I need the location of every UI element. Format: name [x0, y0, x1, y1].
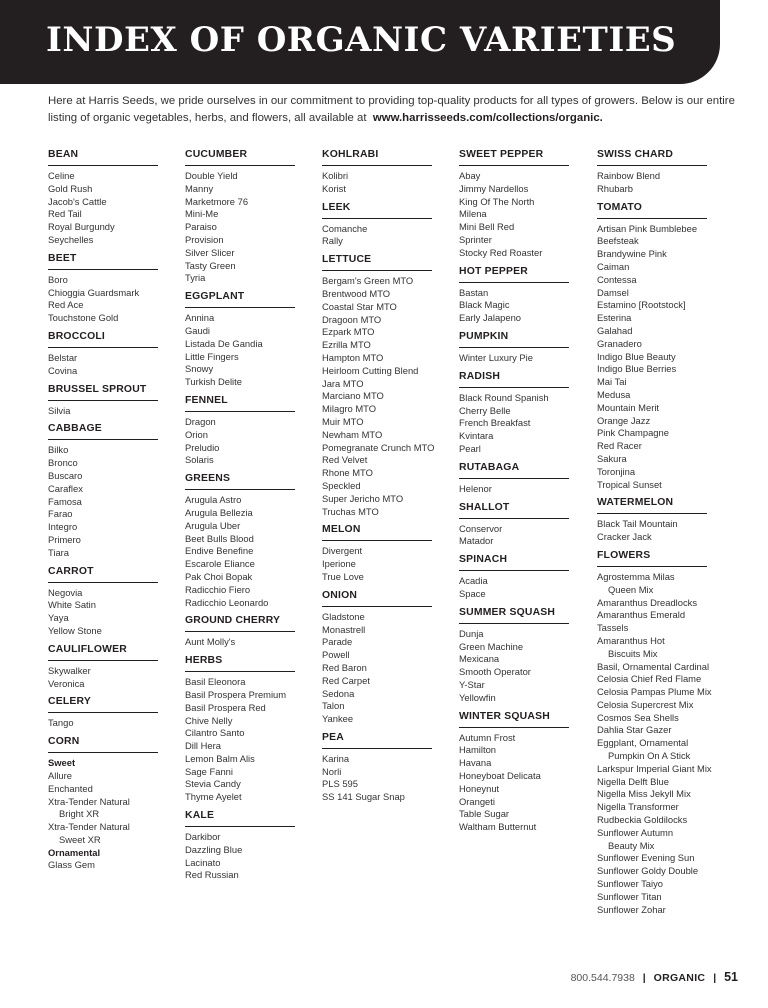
variety-item: Red Russian: [185, 869, 239, 881]
index-column-4: [459, 148, 569, 839]
variety-item: Jara MTO: [322, 377, 364, 389]
variety-item: Famosa: [48, 495, 82, 507]
category-section: [48, 252, 158, 325]
variety-item: Buscaro: [48, 469, 83, 481]
category-section: [48, 422, 158, 559]
variety-item: Gold Rush: [48, 182, 93, 194]
variety-item: Sunflower Taiyo: [597, 878, 664, 890]
category-section: [597, 201, 707, 492]
category-heading: GROUND CHERRY: [185, 614, 295, 632]
category-section: [597, 549, 712, 917]
variety-item: Skywalker: [48, 664, 91, 676]
category-heading: CARROT: [48, 565, 158, 583]
variety-item: Celosia Supercrest Mix: [597, 698, 694, 710]
category-heading: PUMPKIN: [459, 330, 569, 348]
variety-item: Y-Star: [459, 678, 485, 690]
variety-item: Amaranthus Dreadlocks: [597, 596, 698, 608]
footer-section-label: ORGANIC: [653, 972, 706, 984]
category-heading: RADISH: [459, 370, 569, 388]
category-heading: RUTABAGA: [459, 461, 569, 479]
variety-item: Autumn Frost: [459, 731, 516, 743]
variety-item: Sunflower Goldy Double: [597, 865, 699, 877]
variety-item: Kolibri: [322, 170, 349, 181]
index-column-1: [48, 148, 158, 877]
variety-item: Powell: [322, 649, 350, 661]
variety-item: Havana: [459, 757, 492, 769]
variety-item: Red Tail: [48, 208, 82, 220]
variety-item: Bergam's Green MTO: [322, 275, 414, 287]
category-section: [185, 290, 295, 389]
category-section: [459, 148, 569, 260]
variety-item: Monastrell: [322, 623, 366, 635]
category-section: [185, 654, 295, 804]
variety-item: Mai Tai: [597, 376, 627, 388]
index-column-5: [597, 148, 712, 921]
category-section: [48, 148, 158, 247]
variety-item: Arugula Bellezia: [185, 506, 253, 518]
category-section: [322, 731, 432, 804]
variety-item: Amaranthus Hot: [597, 634, 665, 646]
variety-item: Royal Burgundy: [48, 221, 115, 233]
category-heading: WINTER SQUASH: [459, 710, 569, 728]
variety-item: Stevia Candy: [185, 778, 241, 790]
variety-item: Tyria: [185, 272, 206, 284]
variety-item: Space: [459, 587, 486, 599]
category-section: [48, 565, 158, 638]
category-heading: SWISS CHARD: [597, 148, 707, 166]
variety-item: Farao: [48, 508, 73, 520]
variety-item: Tango: [48, 717, 74, 729]
variety-item: Medusa: [597, 388, 631, 400]
variety-item: Speckled: [322, 479, 361, 491]
variety-item: Orangeti: [459, 795, 495, 807]
category-heading: PEA: [322, 731, 432, 749]
category-heading: SPINACH: [459, 553, 569, 571]
category-section: [322, 148, 432, 196]
variety-item: Muir MTO: [322, 415, 364, 427]
page-footer: [571, 970, 738, 984]
variety-item: Estamino [Rootstock]: [597, 299, 686, 311]
variety-item: Double Yield: [185, 170, 238, 181]
variety-item: Caiman: [597, 260, 630, 272]
category-section: [48, 643, 158, 691]
variety-item: Honeyboat Delicata: [459, 769, 541, 781]
variety-item: Endive Benefine: [185, 545, 254, 557]
category-section: [459, 606, 569, 705]
variety-item: Waltham Butternut: [459, 821, 537, 833]
variety-item: Sunflower Autumn: [597, 826, 674, 838]
category-section: [322, 523, 432, 583]
variety-item: Orion: [185, 428, 208, 440]
variety-item: Basil, Ornamental Cardinal: [597, 660, 710, 672]
category-section: [459, 370, 569, 456]
variety-item: Bright XR: [59, 808, 100, 820]
variety-item: Ezpark MTO: [322, 326, 375, 338]
subcategory-label: Sweet: [48, 757, 76, 769]
variety-item: Dahlia Star Gazer: [597, 724, 672, 736]
variety-item: Black Round Spanish: [459, 391, 549, 403]
variety-item: Tiara: [48, 546, 70, 558]
category-heading: HOT PEPPER: [459, 265, 569, 283]
category-heading: ONION: [322, 589, 432, 607]
category-heading: KOHLRABI: [322, 148, 432, 166]
variety-item: Silver Slicer: [185, 246, 235, 258]
variety-item: Boro: [48, 273, 68, 285]
variety-item: Covina: [48, 364, 78, 376]
variety-item: Pak Choi Bopak: [185, 570, 253, 582]
variety-item: Indigo Blue Beauty: [597, 350, 676, 362]
category-heading: LEEK: [322, 201, 432, 219]
category-heading: BRUSSEL SPROUT: [48, 383, 158, 401]
variety-item: Heirloom Cutting Blend: [322, 364, 419, 376]
variety-item: Pumpkin On A Stick: [608, 750, 691, 762]
variety-item: Bastan: [459, 286, 489, 298]
variety-item: PLS 595: [322, 778, 358, 790]
variety-item: Solaris: [185, 454, 214, 466]
page-number: 51: [724, 970, 738, 984]
variety-item: Radicchio Fiero: [185, 583, 251, 595]
variety-item: Rhone MTO: [322, 467, 373, 479]
variety-item: Red Carpet: [322, 674, 370, 686]
category-heading: FLOWERS: [597, 549, 707, 567]
variety-item: Listada De Gandia: [185, 337, 263, 349]
category-heading: CAULIFLOWER: [48, 643, 158, 661]
variety-item: Mountain Merit: [597, 401, 660, 413]
variety-item: Basil Eleonora: [185, 676, 246, 688]
footer-phone: 800.544.7938: [570, 972, 635, 984]
variety-item: Yaya: [48, 612, 69, 624]
index-column-2: [185, 148, 295, 887]
variety-item: Super Jericho MTO: [322, 492, 404, 504]
variety-item: Paraiso: [185, 221, 217, 233]
variety-item: Turkish Delite: [185, 376, 242, 388]
variety-item: Pearl: [459, 442, 481, 454]
variety-item: Hamilton: [459, 744, 496, 756]
variety-item: Bilko: [48, 444, 69, 456]
variety-item: Toronjina: [597, 465, 636, 477]
variety-item: Aunt Molly's: [185, 636, 236, 648]
variety-item: Early Jalapeno: [459, 312, 522, 324]
variety-item: Radicchio Leonardo: [185, 596, 269, 608]
variety-item: Mini-Me: [185, 208, 219, 220]
category-heading: CUCUMBER: [185, 148, 295, 166]
category-section: [48, 695, 158, 730]
variety-item: Belstar: [48, 351, 78, 363]
variety-item: Rally: [322, 235, 343, 247]
variety-item: Divergent: [322, 545, 363, 557]
variety-item: Dragon: [185, 415, 216, 427]
variety-item: Red Velvet: [322, 454, 368, 466]
category-section: [322, 201, 432, 249]
variety-item: Black Tail Mountain: [597, 518, 678, 530]
variety-item: Red Racer: [597, 440, 642, 452]
variety-item: Sprinter: [459, 233, 492, 245]
variety-item: Winter Luxury Pie: [459, 351, 533, 363]
variety-item: Jacob's Cattle: [48, 195, 107, 207]
variety-item: Preludio: [185, 441, 220, 453]
variety-item: Hampton MTO: [322, 351, 384, 363]
variety-item: Contessa: [597, 273, 637, 285]
organic-collection-link[interactable]: www.harrisseeds.com/collections/organic.: [372, 112, 603, 124]
variety-item: Red Ace: [48, 299, 84, 311]
variety-item: Brandywine Pink: [597, 248, 667, 260]
variety-item: Norli: [322, 765, 342, 777]
variety-item: Acadia: [459, 575, 488, 587]
category-heading: CORN: [48, 735, 158, 753]
variety-item: Sunflower Titan: [597, 890, 662, 902]
variety-item: Korist: [322, 182, 346, 194]
variety-item: Tasty Green: [185, 259, 236, 271]
category-section: [322, 253, 435, 518]
variety-item: Agrostemma Milas: [597, 570, 675, 582]
category-section: [48, 330, 158, 378]
variety-item: Rudbeckia Goldilocks: [597, 814, 688, 826]
index-column-3: [322, 148, 435, 809]
category-heading: KALE: [185, 809, 295, 827]
variety-item: Dazzling Blue: [185, 843, 243, 855]
variety-item: Parade: [322, 636, 353, 648]
page-title: INDEX OF ORGANIC VARIETIES: [46, 20, 677, 60]
variety-item: Artisan Pink Bumblebee: [597, 222, 698, 234]
variety-item: Queen Mix: [608, 583, 654, 595]
variety-item: Beauty Mix: [608, 839, 655, 851]
title-banner: [0, 0, 720, 84]
variety-item: Veronica: [48, 677, 85, 689]
variety-item: Matador: [459, 535, 494, 547]
subcategory-label: Ornamental: [48, 846, 101, 858]
category-section: [459, 330, 569, 365]
category-section: [597, 148, 707, 196]
category-section: [459, 501, 569, 549]
category-heading: LETTUCE: [322, 253, 432, 271]
variety-item: Biscuits Mix: [608, 647, 658, 659]
variety-item: Marketmore 76: [185, 195, 249, 207]
variety-item: Chioggia Guardsmark: [48, 286, 140, 298]
variety-item: Xtra-Tender Natural: [48, 795, 130, 807]
category-heading: BEET: [48, 252, 158, 270]
category-heading: HERBS: [185, 654, 295, 672]
category-section: [597, 496, 707, 544]
category-heading: WATERMELON: [597, 496, 707, 514]
variety-item: Comanche: [322, 222, 368, 234]
variety-item: Cosmos Sea Shells: [597, 711, 679, 723]
variety-item: Bronco: [48, 457, 78, 469]
variety-item: Abay: [459, 170, 481, 181]
variety-item: Rainbow Blend: [597, 170, 661, 181]
variety-item: Lemon Balm Alis: [185, 752, 255, 764]
category-heading: CELERY: [48, 695, 158, 713]
category-heading: FENNEL: [185, 394, 295, 412]
variety-item: Red Baron: [322, 661, 367, 673]
variety-item: Integro: [48, 521, 78, 533]
variety-item: True Love: [322, 570, 364, 582]
variety-item: Celine: [48, 170, 75, 181]
category-section: [48, 383, 158, 418]
variety-item: Larkspur Imperial Giant Mix: [597, 762, 712, 774]
category-heading: EGGPLANT: [185, 290, 295, 308]
variety-item: Sweet XR: [59, 833, 101, 845]
category-section: [322, 589, 432, 726]
variety-item: Milena: [459, 208, 487, 220]
category-section: [185, 472, 295, 609]
variety-item: Smooth Operator: [459, 666, 531, 678]
variety-item: King Of The North: [459, 195, 535, 207]
variety-item: Conservor: [459, 522, 503, 534]
variety-item: Ezrilla MTO: [322, 339, 371, 351]
variety-item: Allure: [48, 769, 72, 781]
category-section: [185, 148, 295, 285]
variety-item: Black Magic: [459, 299, 510, 311]
variety-item: Sakura: [597, 452, 627, 464]
variety-item: Lacinato: [185, 856, 221, 868]
variety-item: Mexicana: [459, 653, 500, 665]
variety-item: Sunflower Evening Sun: [597, 852, 695, 864]
variety-item: Celosia Chief Red Flame: [597, 673, 702, 685]
variety-item: Seychelles: [48, 233, 94, 245]
category-section: [185, 809, 295, 882]
variety-item: Brentwood MTO: [322, 287, 391, 299]
variety-item: Basil Prospera Premium: [185, 688, 287, 700]
variety-item: Tassels: [597, 622, 629, 634]
variety-item: Darkibor: [185, 831, 221, 843]
variety-item: Chive Nelly: [185, 714, 233, 726]
variety-item: Yankee: [322, 713, 354, 725]
variety-item: Jimmy Nardellos: [459, 182, 529, 194]
variety-item: Table Sugar: [459, 808, 510, 820]
variety-item: Dragoon MTO: [322, 313, 382, 325]
category-heading: SHALLOT: [459, 501, 569, 519]
variety-item: Annina: [185, 312, 215, 324]
category-heading: SUMMER SQUASH: [459, 606, 569, 624]
variety-item: Galahad: [597, 324, 633, 336]
variety-item: Gladstone: [322, 610, 365, 622]
variety-item: Tropical Sunset: [597, 478, 662, 490]
variety-item: Esterina: [597, 312, 632, 324]
variety-item: Mini Bell Red: [459, 221, 515, 233]
category-heading: TOMATO: [597, 201, 707, 219]
variety-item: Xtra-Tender Natural: [48, 821, 130, 833]
variety-item: Talon: [322, 700, 345, 712]
variety-item: Snowy: [185, 363, 214, 375]
variety-item: Arugula Uber: [185, 519, 241, 531]
variety-item: Sage Fanni: [185, 765, 233, 777]
variety-item: Thyme Ayelet: [185, 791, 242, 803]
variety-item: Cracker Jack: [597, 531, 652, 543]
category-section: [48, 735, 158, 872]
intro-text: Here at Harris Seeds, we pride ourselves in our commitment to providing top-quality products for all types of growers. Below is our entire listing of organic vegetables, herbs, and flowers, all available at: [48, 95, 735, 124]
category-section: [459, 553, 569, 601]
variety-item: Dill Hera: [185, 740, 221, 752]
variety-item: Newham MTO: [322, 428, 383, 440]
variety-item: Touchstone Gold: [48, 312, 119, 324]
variety-item: Nigella Delft Blue: [597, 775, 669, 787]
variety-item: Eggplant, Ornamental: [597, 737, 689, 749]
variety-item: Manny: [185, 182, 214, 194]
variety-item: Basil Prospera Red: [185, 701, 266, 713]
category-section: [185, 394, 295, 467]
variety-item: Sunflower Zohar: [597, 903, 666, 915]
category-section: [459, 461, 569, 496]
category-section: [185, 614, 295, 649]
intro-paragraph: [48, 93, 738, 127]
variety-item: Rhubarb: [597, 182, 633, 194]
variety-item: Provision: [185, 233, 224, 245]
variety-item: SS 141 Sugar Snap: [322, 791, 405, 803]
variety-item: Yellow Stone: [48, 624, 102, 636]
variety-item: Nigella Transformer: [597, 801, 679, 813]
category-heading: BEAN: [48, 148, 158, 166]
category-heading: BROCCOLI: [48, 330, 158, 348]
variety-item: Little Fingers: [185, 350, 239, 362]
variety-item: Glass Gem: [48, 859, 95, 871]
variety-item: Iperione: [322, 558, 356, 570]
variety-item: Helenor: [459, 482, 492, 494]
variety-item: Gaudi: [185, 324, 211, 336]
variety-item: Beet Bulls Blood: [185, 532, 254, 544]
variety-item: Karina: [322, 752, 350, 764]
variety-item: Milagro MTO: [322, 403, 377, 415]
variety-item: Indigo Blue Berries: [597, 363, 677, 375]
variety-item: Coastal Star MTO: [322, 300, 397, 312]
variety-item: Primero: [48, 533, 81, 545]
variety-item: Arugula Astro: [185, 494, 242, 506]
variety-item: Truchas MTO: [322, 505, 379, 517]
category-section: [459, 265, 569, 325]
variety-item: Stocky Red Roaster: [459, 246, 543, 258]
category-section: [459, 710, 569, 834]
category-heading: SWEET PEPPER: [459, 148, 569, 166]
variety-item: Amaranthus Emerald: [597, 609, 686, 621]
variety-item: French Breakfast: [459, 417, 531, 429]
footer-separator: |: [713, 972, 717, 984]
variety-item: Orange Jazz: [597, 414, 651, 426]
variety-item: Celosia Pampas Plume Mix: [597, 686, 712, 698]
variety-item: Cherry Belle: [459, 404, 511, 416]
category-heading: CABBAGE: [48, 422, 158, 440]
variety-item: Caraflex: [48, 482, 83, 494]
variety-item: Dunja: [459, 627, 484, 639]
variety-item: Pomegranate Crunch MTO: [322, 441, 435, 453]
variety-item: Cilantro Santo: [185, 727, 245, 739]
variety-item: Nigella Miss Jekyll Mix: [597, 788, 691, 800]
variety-item: Kvintara: [459, 430, 494, 442]
category-heading: MELON: [322, 523, 432, 541]
variety-item: White Satin: [48, 599, 96, 611]
variety-item: Silvia: [48, 404, 71, 416]
variety-item: Granadero: [597, 337, 642, 349]
category-heading: GREENS: [185, 472, 295, 490]
variety-item: Honeynut: [459, 782, 500, 794]
variety-item: Pink Champagne: [597, 427, 669, 439]
variety-item: Sedona: [322, 687, 355, 699]
variety-item: Beefsteak: [597, 235, 639, 247]
variety-item: Escarole Eliance: [185, 558, 255, 570]
variety-item: Green Machine: [459, 640, 524, 652]
variety-item: Negovia: [48, 586, 83, 598]
variety-item: Yellowfin: [459, 691, 496, 703]
variety-item: Marciano MTO: [322, 390, 384, 402]
variety-item: Damsel: [597, 286, 629, 298]
footer-separator: |: [642, 972, 646, 984]
variety-item: Enchanted: [48, 782, 93, 794]
